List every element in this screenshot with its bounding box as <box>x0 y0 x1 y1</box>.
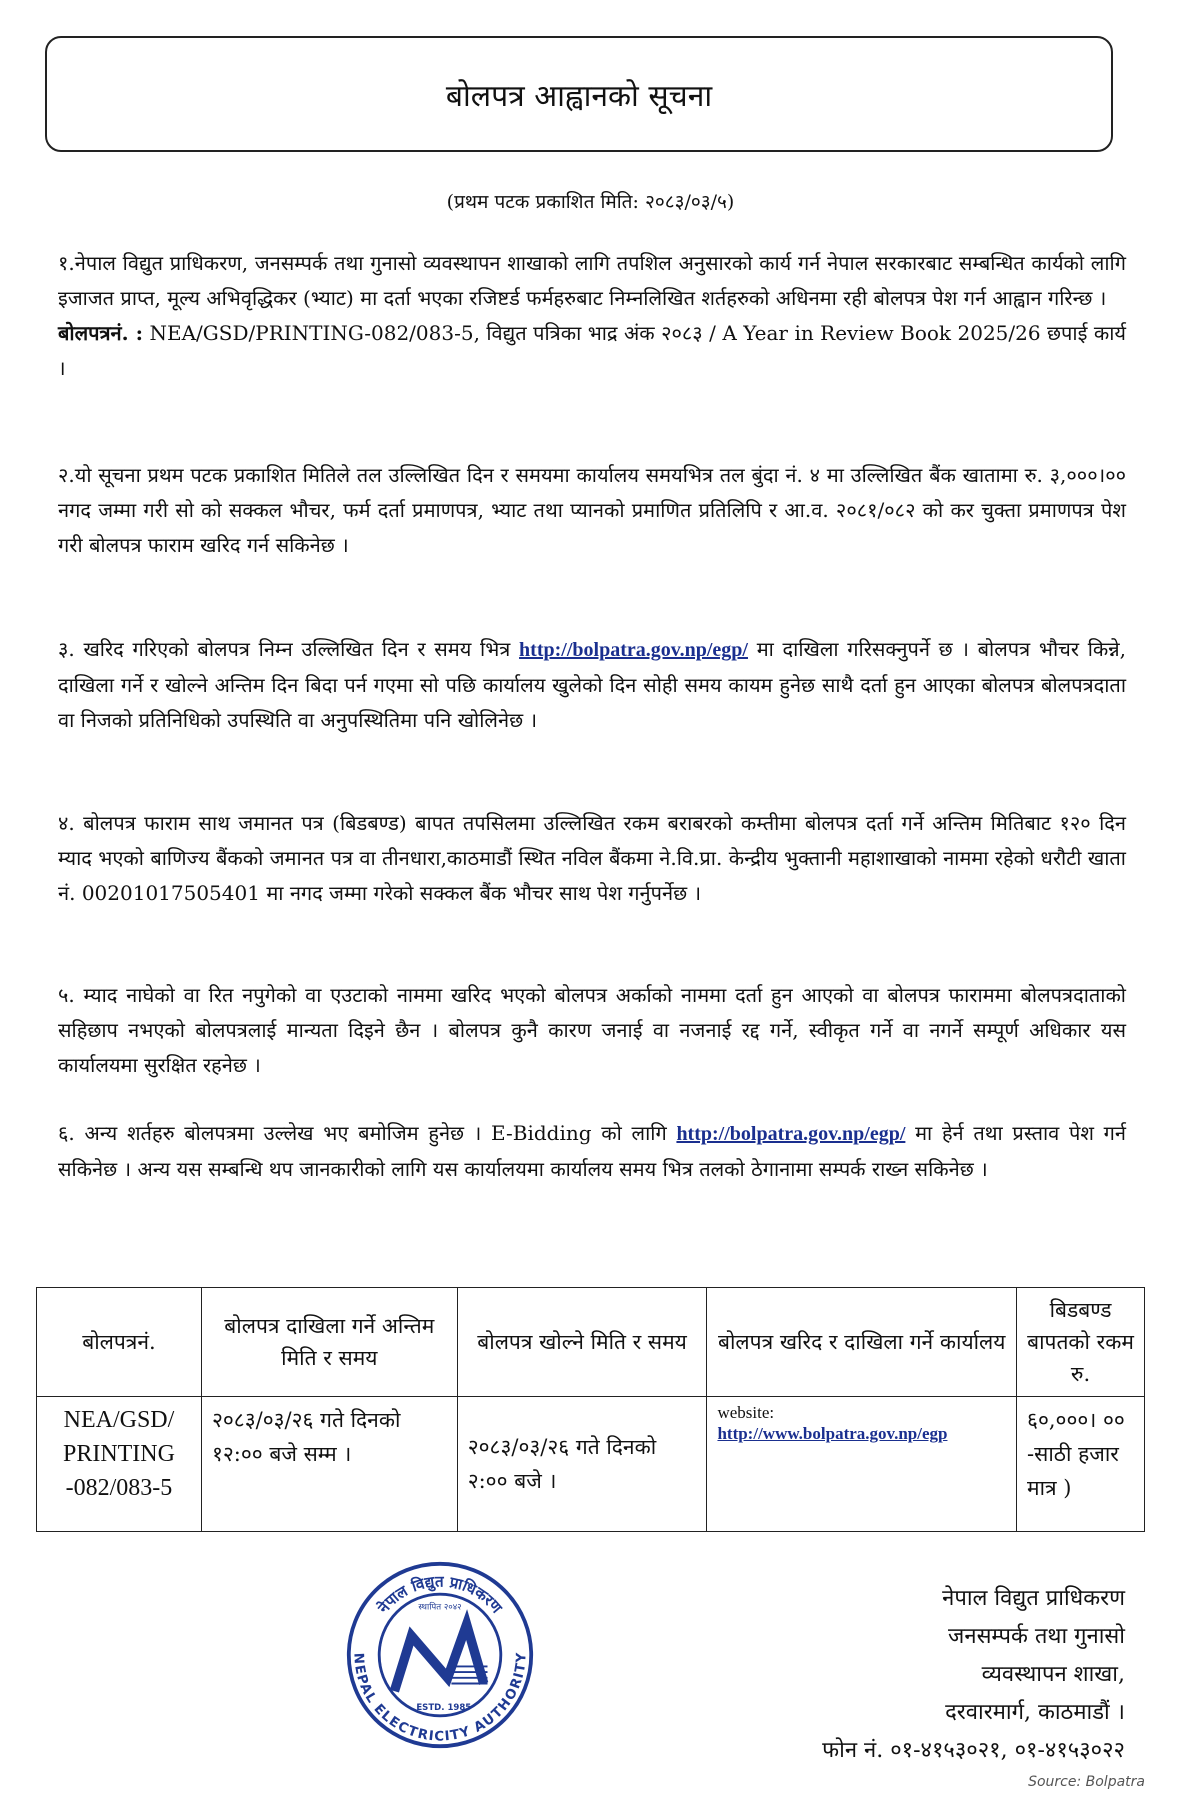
cell-bid-number: NEA/GSD/ PRINTING -082/083-5 <box>37 1397 202 1532</box>
paragraph-4 <box>58 806 1126 911</box>
header-office: बोलपत्र खरिद र दाखिला गर्ने कार्यालय <box>707 1288 1017 1397</box>
table-header-row <box>37 1288 1145 1397</box>
header-opening-date: बोलपत्र खोल्ने मिति र समय <box>457 1288 707 1397</box>
header-bid-bond-amount: बिडबण्ड बापतको रकम रु. <box>1017 1288 1145 1397</box>
paragraph-3 <box>58 632 1126 738</box>
website-label: website: <box>717 1403 775 1422</box>
logo-est-nepali: स्थापित २०४२ <box>418 1602 462 1613</box>
paragraph-1 <box>58 246 1126 386</box>
signature-line-3: व्यवस्थापन शाखा, <box>981 1662 1125 1687</box>
website-link[interactable]: http://www.bolpatra.gov.np/egp <box>717 1424 948 1443</box>
notice-title-box <box>45 36 1113 152</box>
paragraph-4-text: ४. बोलपत्र फाराम साथ जमानत पत्र (बिडबण्ड) बापत तपसिलमा उल्लिखित रकम बराबरको कम्तीमा बोलपत्र दर्ता गर्ने अन्तिम मितिबाट १२० दिन म्याद भएको बाणिज्य बैंकको जमानत पत्र वा तीनधारा,काठमाडौं स्थित नविल बैंकमा ने.वि.प्रा. केन्द्रीय भुक्तानी महाशाखाको नाममा रहेको धरौटी खाता नं. 00201017505401 मा नगद जम्मा गरेको सक्कल बैंक भौचर साथ पेश गर्नुपर्नेछ । <box>58 811 1126 905</box>
bid-reference-text: NEA/GSD/PRINTING-082/083-5, विद्युत पत्रिका भाद्र अंक २०८३ / A Year in Review Book 2025/26 छपाई कार्य । <box>58 321 1126 380</box>
nea-logo <box>345 1560 535 1750</box>
bid-details-table <box>36 1287 1145 1532</box>
notice-title: बोलपत्र आह्वानको सूचना <box>445 78 713 114</box>
cell-bid-bond-amount: ६०,०००। ०० -साठी हजार मात्र ) <box>1017 1397 1145 1532</box>
paragraph-3-before: ३. खरिद गरिएको बोलपत्र निम्न उल्लिखित दिन र समय भित्र <box>58 637 511 661</box>
signature-line-1: नेपाल विद्युत प्राधिकरण <box>942 1586 1125 1611</box>
signature-phone: फोन नं. ०१-४१५३०२१, ०१-४१५३०२२ <box>822 1738 1125 1763</box>
paragraph-5-text: ५. म्याद नाघेको वा रित नपुगेको वा एउटाको नाममा खरिद भएको बोलपत्र अर्काको नाममा दर्ता हुन आएको वा बोलपत्र फाराममा बोलपत्रदाताको सहिछाप नभएको बोलपत्रलाई मान्यता दिइने छैन । बोलपत्र कुनै कारण जनाई वा नजनाई रद्द गर्ने, स्वीकृत गर्ने वा नगर्ने सम्पूर्ण अधिकार यस कार्यालयमा सुरक्षित रहनेछ । <box>58 983 1126 1077</box>
cell-submission-deadline: २०८३/०३/२६ गते दिनको १२:०० बजे सम्म । <box>201 1397 457 1532</box>
paragraph-6-after: मा हेर्न तथा प्रस्ताव पेश गर्न सकिनेछ । अन्य यस सम्बन्धि थप जानकारीको लागि यस कार्यालयमा कार्यालय समय भित्र तलको ठेगानामा सम्पर्क राख्न सकिनेछ । <box>58 1121 1127 1181</box>
cell-opening-date: २०८३/०३/२६ गते दिनको २:०० बजे । <box>457 1397 707 1532</box>
bid-reference <box>58 316 1126 386</box>
signature-line-2: जनसम्पर्क तथा गुनासो <box>948 1624 1125 1649</box>
signature-line-4: दरवारमार्ग, काठमाडौं । <box>945 1700 1125 1725</box>
paragraph-2 <box>58 458 1126 563</box>
logo-top-text: नेपाल विद्युत प्राधिकरण <box>374 1572 506 1617</box>
header-submission-deadline: बोलपत्र दाखिला गर्ने अन्तिम मिति र समय <box>201 1288 457 1397</box>
lightning-icon <box>394 1625 483 1692</box>
paragraph-2-text: २.यो सूचना प्रथम पटक प्रकाशित मितिले तल उल्लिखित दिन र समयमा कार्यालय समयभित्र तल बुंदा नं. ४ मा उल्लिखित बैंक खातामा रु. ३,०००।०० नगद जम्मा गरी सो को सक्कल भौचर, फर्म दर्ता प्रमाणपत्र, भ्याट तथा प्यानको प्रमाणित प्रतिलिपि र आ.व. २०८१/०८२ को कर चुक्ता प्रमाणपत्र पेश गरी बोलपत्र फाराम खरिद गर्न सकिनेछ । <box>58 463 1126 557</box>
egp-link-2[interactable]: http://bolpatra.gov.np/egp/ <box>676 1123 906 1145</box>
source-credit: Source: Bolpatra <box>1028 1774 1145 1790</box>
published-date: (प्रथम पटक प्रकाशित मिति: २०८३/०३/५) <box>446 191 735 213</box>
cell-office <box>707 1397 1017 1532</box>
logo-bottom-text: NEPAL ELECTRICITY AUTHORITY <box>350 1652 530 1745</box>
office-signature <box>822 1580 1125 1770</box>
bid-reference-label: बोलपत्रनं. : <box>58 321 144 345</box>
paragraph-5 <box>58 978 1126 1083</box>
paragraph-3-after: मा दाखिला गरिसक्नुपर्ने छ । बोलपत्र भौचर किन्ने, दाखिला गर्ने र खोल्ने अन्तिम दिन बिदा पर्न गएमा सो पछि कार्यालय खुलेको दिन सोही समय कायम हुनेछ साथै दर्ता हुन आएका बोलपत्र बोलपत्रदाता वा निजको प्रतिनिधिको उपस्थिति वा अनुपस्थितिमा पनि खोलिनेछ । <box>58 637 1126 732</box>
table-row <box>37 1397 1145 1532</box>
header-bid-number: बोलपत्रनं. <box>37 1288 202 1397</box>
paragraph-6 <box>58 1116 1126 1187</box>
paragraph-6-before: ६. अन्य शर्तहरु बोलपत्रमा उल्लेख भए बमोजिम हुनेछ । E-Bidding को लागि <box>58 1121 667 1145</box>
logo-estd: ESTD. 1985 <box>416 1703 472 1714</box>
egp-link[interactable]: http://bolpatra.gov.np/egp/ <box>519 639 748 661</box>
paragraph-1-text: १.नेपाल विद्युत प्राधिकरण, जनसम्पर्क तथा गुनासो व्यवस्थापन शाखाको लागि तपशिल अनुसारको कार्य गर्न नेपाल सरकारबाट सम्बन्धित कार्यको लागि इजाजत प्राप्त, मूल्य अभिवृद्धिकर (भ्याट) मा दर्ता भएका रजिष्टर्ड फर्महरुबाट निम्नलिखित शर्तहरुको अधिनमा रही बोलपत्र पेश गर्न आह्वान गरिन्छ । <box>58 251 1126 310</box>
